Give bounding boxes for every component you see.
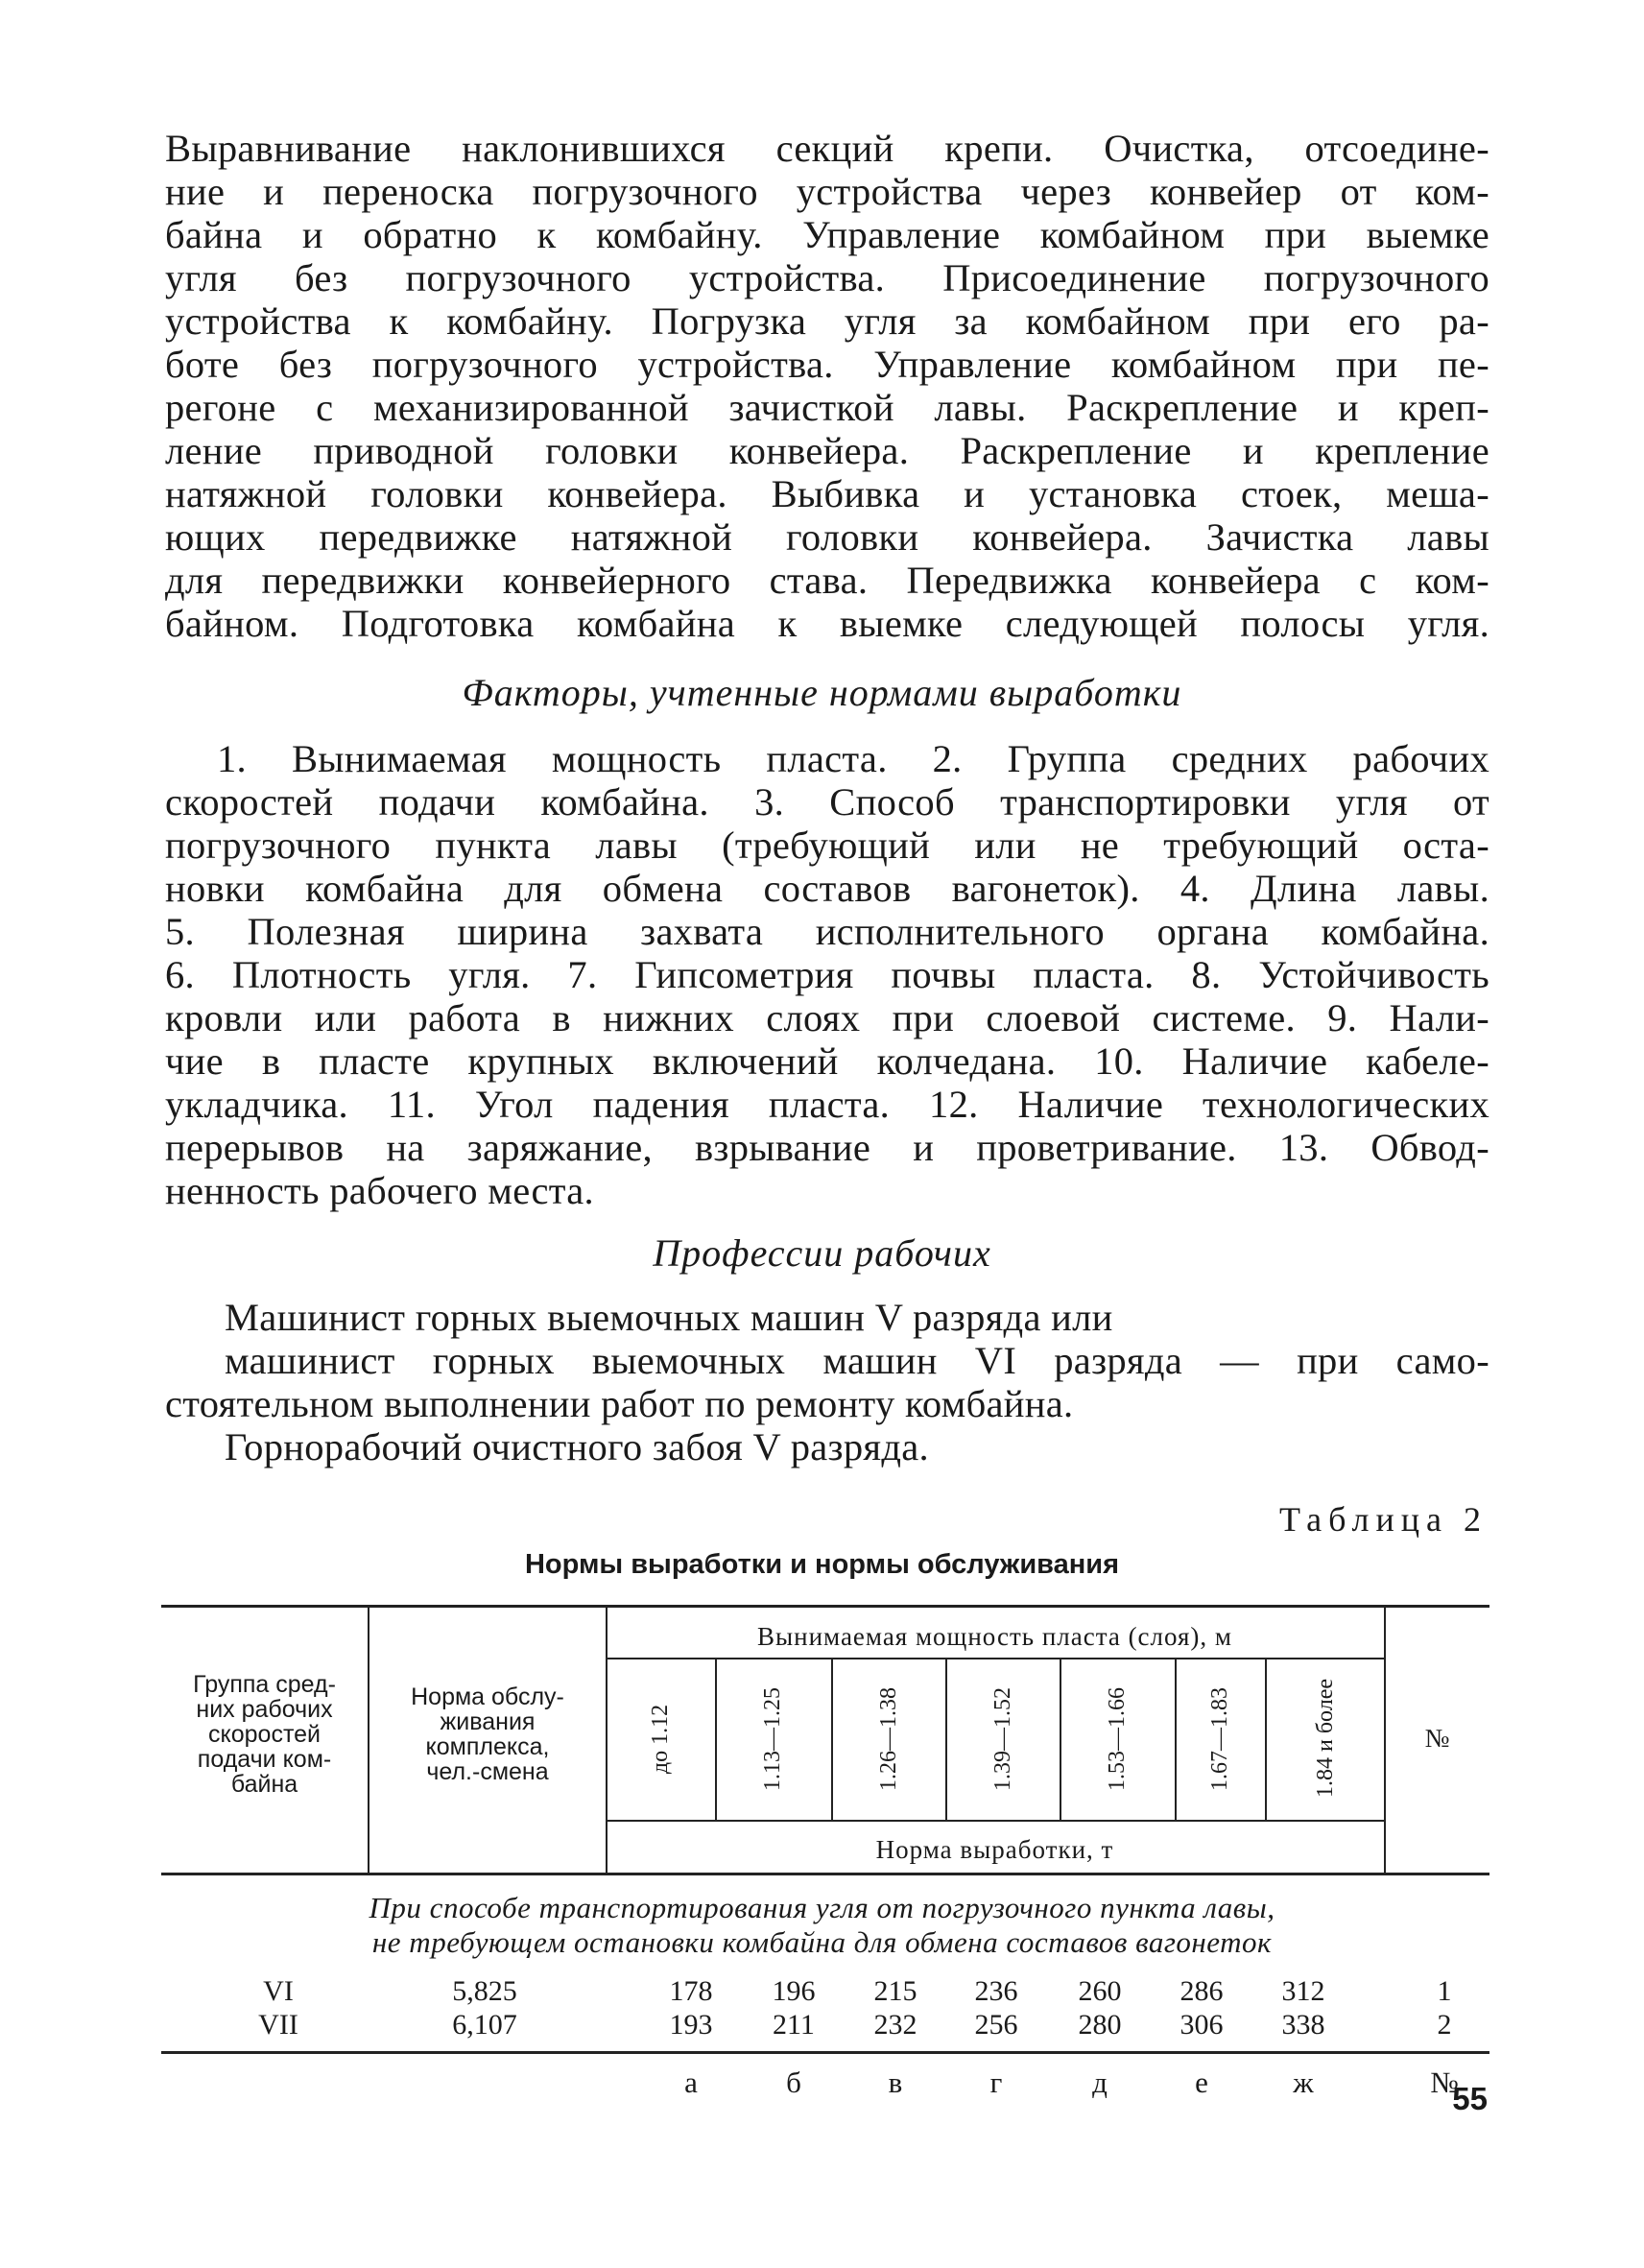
cell-value: 338	[1281, 2009, 1325, 2041]
cell-num: 2	[1437, 2009, 1452, 2041]
cell-value: 196	[772, 1975, 816, 2007]
factors-paragraph	[165, 737, 1489, 1255]
thickness-cols-rule	[606, 1820, 1384, 1822]
thickness-divider	[1060, 1659, 1061, 1820]
thickness-group-header: Вынимаемая мощность пласта (слоя), м	[757, 1622, 1232, 1651]
table-label: Таблица 2	[1279, 1500, 1488, 1539]
num-col-header: №	[1424, 1724, 1451, 1753]
cell-value: 232	[873, 2009, 917, 2041]
text-line: чие в пласте крупных включений колчедана. 10. Наличие кабеле-	[165, 1039, 1489, 1083]
thickness-col-header: 1.26—1.38	[876, 1687, 901, 1791]
text-line: Выравнивание наклонившихся секций крепи. Очистка, отсоедине-	[165, 127, 1489, 170]
page-number: 55	[1452, 2081, 1488, 2116]
text-line: байном. Подготовка комбайна к выемке следующей полосы угля.	[165, 602, 1489, 645]
text-line: укладчика. 11. Угол падения пласта. 12. Наличие технологических	[165, 1083, 1489, 1126]
text-line: регоне с механизированной зачисткой лавы. Раскрепление и креп-	[165, 386, 1489, 429]
group-header-rule	[606, 1658, 1384, 1659]
thickness-divider	[831, 1659, 833, 1820]
text-line: скоростей подачи комбайна. 3. Способ транспортировки угля от	[165, 780, 1489, 824]
footer-letter: е	[1195, 2065, 1208, 2099]
text-line: машинист горных выемочных машин VI разряда — при само-	[225, 1339, 1489, 1382]
text-line: байна и обратно к комбайну. Управление комбайном при выемке	[165, 213, 1489, 256]
footer-letter: в	[888, 2065, 903, 2099]
text-line: стоятельном выполнении работ по ремонту комбайна.	[165, 1382, 1074, 1425]
thickness-divider	[1265, 1659, 1267, 1820]
text-line: устройства к комбайну. Погрузка угля за комбайном при его ра-	[165, 299, 1489, 343]
col-group-header: Группа сред- них рабочих скоростей подачи ком- байна	[193, 1671, 336, 1798]
cell-num: 1	[1437, 1975, 1452, 2007]
cell-group: VI	[263, 1975, 294, 2007]
cell-value: 193	[669, 2009, 713, 2041]
cell-norm: 6,107	[452, 2009, 517, 2041]
table-title: Нормы выработки и нормы обслуживания	[524, 1549, 1120, 1580]
cell-group: VII	[258, 2009, 298, 2041]
text-line: Машинист горных выемочных машин V разряда или	[225, 1296, 1113, 1339]
text-line: перерывов на заряжание, взрывание и проветривание. 13. Обвод-	[165, 1126, 1489, 1169]
cell-value: 260	[1078, 1975, 1122, 2007]
thickness-col-header: 1.13—1.25	[760, 1687, 785, 1791]
thickness-col-header: до 1.12	[648, 1704, 673, 1775]
intro-paragraph	[165, 127, 1489, 688]
heading-professions: Профессии рабочих	[653, 1231, 991, 1275]
footer-num: №	[1430, 2065, 1459, 2099]
text-line: новки комбайна для обмена составов вагонеток). 4. Длина лавы.	[165, 867, 1489, 910]
table-top-rule	[161, 1605, 1489, 1608]
text-line: кровли или работа в нижних слоях при слоевой системе. 9. Нали-	[165, 996, 1489, 1039]
footer-letter: ж	[1293, 2065, 1314, 2099]
text-line: угля без погрузочного устройства. Присоединение погрузочного	[165, 256, 1489, 299]
cell-value: 306	[1179, 2009, 1224, 2041]
text-line: натяжной головки конвейера. Выбивка и установка стоек, меша-	[165, 472, 1489, 515]
thickness-col-header: 1.39—1.52	[990, 1687, 1015, 1791]
heading-factors: Факторы, учтенные нормами выработки	[462, 671, 1182, 714]
table-bottom-rule	[161, 2051, 1489, 2054]
text-line: ление приводной головки конвейера. Раскрепление и крепление	[165, 429, 1489, 472]
cell-value: 286	[1179, 1975, 1224, 2007]
cell-value: 178	[669, 1975, 713, 2007]
thickness-col-header: 1.67—1.83	[1207, 1687, 1232, 1791]
cell-value: 280	[1078, 2009, 1122, 2041]
cell-value: 236	[974, 1975, 1018, 2007]
text-line: ющих передвижке натяжной головки конвейера. Зачистка лавы	[165, 515, 1489, 559]
thickness-col-header: 1.84 и более	[1313, 1678, 1338, 1798]
thickness-divider	[715, 1659, 717, 1820]
col-norm-header: Норма обслу- живания комплекса, чел.-смена	[411, 1683, 564, 1785]
text-line: для передвижки конвейерного става. Передвижка конвейера с ком-	[165, 559, 1489, 602]
text-line: погрузочного пункта лавы (требующий или не требующий оста-	[165, 824, 1489, 867]
cell-value: 312	[1281, 1975, 1325, 2007]
output-norm-header: Норма выработки, т	[875, 1835, 1114, 1864]
footer-letter: а	[684, 2065, 698, 2099]
table-subheading: При способе транспортирования угля от погрузочного пункта лавы, не требующем остановки комбайна для обмена составов вагонеток	[369, 1891, 1275, 1959]
footer-letter: г	[989, 2065, 1003, 2099]
thickness-divider	[945, 1659, 947, 1820]
footer-letter: д	[1092, 2065, 1108, 2099]
cell-value: 211	[773, 2009, 815, 2041]
thickness-col-header: 1.53—1.66	[1105, 1687, 1130, 1791]
table-header-bottom-rule	[161, 1873, 1489, 1875]
footer-letter: б	[786, 2065, 801, 2099]
text-line: боте без погрузочного устройства. Управление комбайном при пе-	[165, 343, 1489, 386]
text-line: ненность рабочего места.	[165, 1169, 594, 1212]
cell-norm: 5,825	[452, 1975, 517, 2007]
cell-value: 256	[974, 2009, 1018, 2041]
text-line: 5. Полезная ширина захвата исполнительного органа комбайна.	[165, 910, 1489, 953]
professions-paragraph	[165, 1296, 1489, 1512]
thickness-divider	[1175, 1659, 1177, 1820]
text-line: 6. Плотность угля. 7. Гипсометрия почвы пласта. 8. Устойчивость	[165, 953, 1489, 996]
text-line: 1. Вынимаемая мощность пласта. 2. Группа средних рабочих	[217, 737, 1489, 780]
text-line: ние и переноска погрузочного устройства через конвейер от ком-	[165, 170, 1489, 213]
text-line: Горнорабочий очистного забоя V разряда.	[225, 1425, 929, 1468]
cell-value: 215	[873, 1975, 917, 2007]
